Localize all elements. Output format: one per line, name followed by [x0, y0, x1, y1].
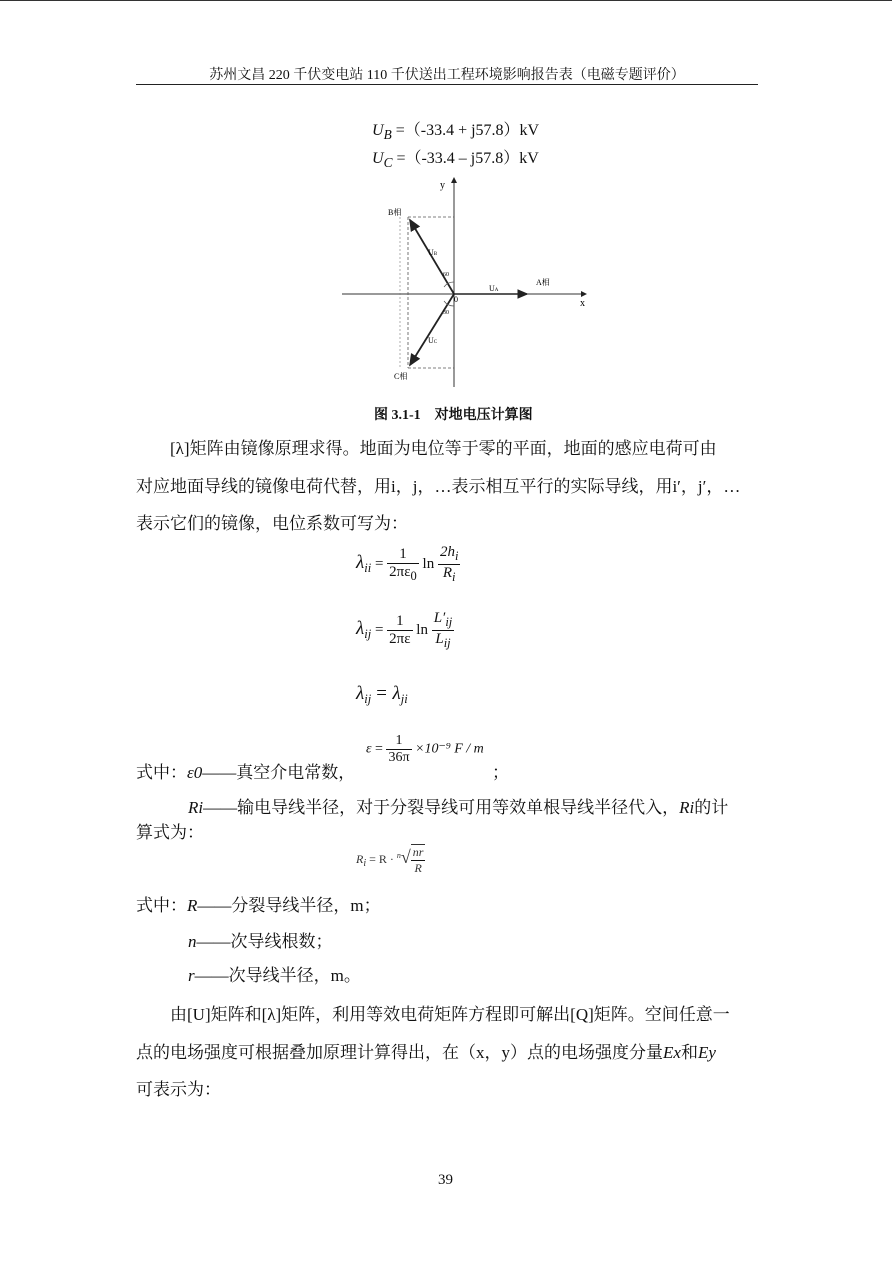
- paragraph1-line1: [λ]矩阵由镜像原理求得。地面为电位等于零的平面，地面的感应电荷可由: [170, 439, 717, 458]
- paragraph2-line2: 点的电场强度可根据叠加原理计算得出，在（x，y）点的电场强度分量Ex和Ey: [136, 1043, 716, 1062]
- ua-label: UA: [489, 284, 499, 293]
- header-rule: [136, 84, 758, 85]
- uc-value: =（-33.4 – j57.8）kV: [396, 150, 539, 167]
- phasor-diagram: [336, 172, 596, 394]
- phase-a-label: A相: [536, 278, 550, 287]
- figure-caption: 图 3.1-1 对地电压计算图: [374, 408, 533, 423]
- angle-30-label: 30: [443, 310, 449, 316]
- uc-symbol: U: [372, 150, 384, 167]
- ub-subscript: B: [383, 127, 392, 143]
- def-ri: Ri——输电导线半径，对于分裂导线可用等效单根导线半径代入，Ri的计: [188, 798, 729, 817]
- def-n: n——次导线根数；: [188, 932, 333, 951]
- def-epsilon-suffix: ；: [492, 763, 509, 782]
- axis-y-label: y: [440, 180, 445, 191]
- formula-lambda-ii: $\lambda_{ii}$ = $\frac{1}{2\pi\varepsilon_0}$ ln $\frac{2h_i}{R_i}$: [356, 544, 459, 584]
- paragraph1-line3: 表示它们的镜像，电位系数可写为：: [136, 514, 408, 533]
- page-header: 苏州文昌 220 千伏变电站 110 千伏送出工程环境影响报告表（电磁专题评价）: [209, 68, 685, 83]
- def-epsilon: 式中：ε0——真空介电常数，: [136, 763, 356, 782]
- axis-x-label: x: [580, 298, 585, 309]
- formula-ri: $R_i = R \cdot ^n√$ $\frac{nr}{R}$: [356, 845, 424, 875]
- page-number: 39: [438, 1172, 453, 1188]
- ub-phasor: [410, 220, 454, 294]
- angle-60-label: 60: [443, 272, 449, 278]
- uc-equation: [372, 145, 539, 171]
- uc-label: UC: [428, 336, 438, 345]
- ub-value: =（-33.4 + j57.8）kV: [395, 122, 540, 139]
- formula-lambda-symmetry: $\lambda_{ij} = \lambda_{ji}$: [356, 683, 408, 706]
- uc-subscript: C: [383, 155, 393, 171]
- def-small-r: r——次导线半径，m。: [188, 966, 361, 985]
- ub-label: UB: [428, 248, 438, 257]
- top-border: [0, 0, 892, 1]
- phase-b-label: B相: [388, 208, 402, 217]
- def-r: 式中：R——分裂导线半径，m；: [136, 896, 381, 915]
- ub-equation: [372, 117, 539, 143]
- paragraph1-line2: 对应地面导线的镜像电荷代替，用i，j，…表示相互平行的实际导线，用i′，j′，…: [136, 477, 741, 496]
- def-ri-line2: 算式为：: [136, 823, 204, 842]
- formula-lambda-ij: $\lambda_{ij}$ = $\frac{1}{2\pi\varepsilon}$ ln $\frac{L'_{ij}}{L_{ij}}$: [356, 610, 453, 650]
- paragraph2-line3: 可表示为：: [136, 1080, 221, 1099]
- origin-label: 0: [454, 295, 458, 304]
- formula-epsilon: ε = $\frac{1}{36\pi}$ ×10⁻⁹ F / m: [366, 733, 484, 765]
- phase-c-label: C相: [394, 372, 408, 381]
- paragraph2-line1: 由[U]矩阵和[λ]矩阵，利用等效电荷矩阵方程即可解出[Q]矩阵。空间任意一: [170, 1005, 730, 1024]
- ub-symbol: U: [372, 122, 384, 139]
